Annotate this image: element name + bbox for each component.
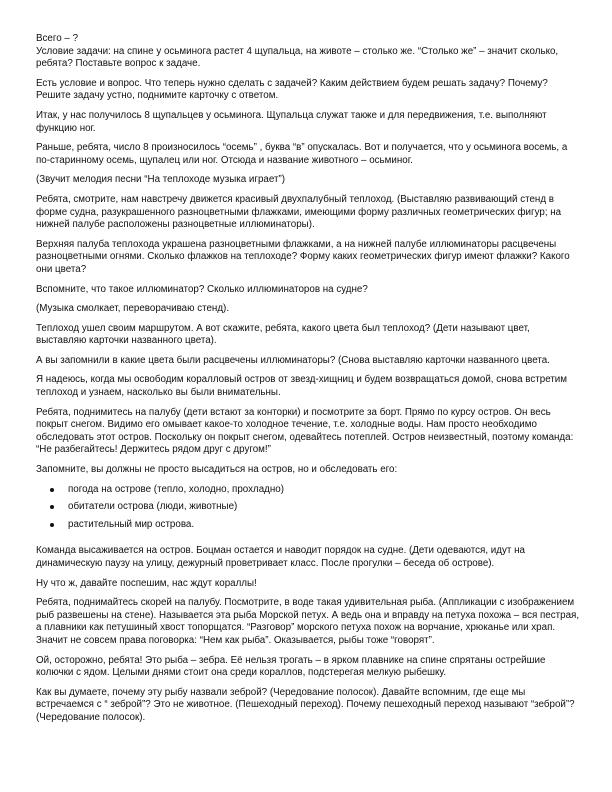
paragraph: Вспомните, что такое иллюминатор? Сколько иллюминаторов на судне? [36, 283, 368, 295]
paragraph: Ребята, поднимайтесь скорей на палубу. Посмотрите, в воде такая удивительная рыба. (Аппликации с изображением рыб развешены на стене). Называется эта рыба Морской петух. А ведь она и вправду на петуха похожа – вся пестрая, а плавники как петушиный хвост топорщатся. “Разговор” морского петуха похож на ворчание, хрюканье или храп. Значит не совсем права поговорка: “Нем как рыба”. Оказывается, рыбы тоже “говорят”. [36, 597, 580, 646]
document-page [36, 33, 582, 732]
paragraph: Теплоход ушел своим маршрутом. А вот скажите, ребята, какого цвета был теплоход? (Дети называют цвет, выставляю карточки названного цвета). [36, 322, 530, 347]
paragraph: Есть условие и вопрос. Что теперь нужно сделать с задачей? Каким действием будем решать задачу? Почему? Решите задачу устно, поднимите карточку с ответом. [36, 77, 548, 102]
paragraph: Я надеюсь, когда мы освободим коралловый остров от звезд-хищниц и будем возвращаться домой, снова встретим теплоход и узнаем, насколько вы были внимательны. [36, 374, 568, 399]
list-item-text: растительный мир острова. [68, 518, 195, 530]
paragraph: (Музыка смолкает, переворачиваю стенд). [36, 303, 230, 315]
paragraph: А вы запомнили в какие цвета были расцвечены иллюминаторы? (Снова выставляю карточки названного цвета. [36, 354, 550, 366]
list-item [68, 501, 582, 514]
bullet-icon [50, 523, 54, 527]
paragraph: Всего – ? [36, 33, 79, 44]
paragraph: Условие задачи: на спине у осьминога растет 4 щупальца, на животе – столько же. “Столько же” – значит сколько, ребята? Поставьте вопрос к задаче. [36, 45, 559, 70]
paragraph: Итак, у нас получилось 8 щупальцев у осьминога. Щупальца служат также и для передвижения, т.е. выполняют функцию ног. [36, 109, 547, 134]
paragraph: Ребята, смотрите, нам навстречу движется красивый двухпалубный теплоход. (Выставляю развивающий стенд в форме судна, разукрашенного разноцветными флажками, имеющими форму различных геометрических фигур; на нижней палубе расположены разноцветные иллюминаторы). [36, 193, 562, 231]
bullet-icon [50, 488, 54, 492]
bullet-list [36, 484, 582, 532]
paragraph: Верхняя палуба теплохода украшена разноцветными флажками, а на нижней палубе иллюминаторы расцвечены разноцветными огнями. Сколько флажков на теплоходе? Форму каких геометрических фигур имеют флажки? Какого они цвета? [36, 238, 570, 275]
paragraph: Ой, осторожно, ребята! Это рыба – зебра. Её нельзя трогать – в ярком плавнике на спине спрятаны острейшие колючки с ядом. Целыми днями стоит она среди кораллов, подстерегая мелкую рыбешку. [36, 654, 546, 679]
paragraph: Ребята, поднимитесь на палубу (дети встают за конторки) и посмотрите за борт. Прямо по курсу остров. Он весь покрыт снегом. Видимо его омывает какое-то холодное течение, т.е. холодные воды. Нам просто необходимо обследовать этот остров. Поскольку он покрыт снегом, одевайтесь потеплей. Остров неизвестный, поэтому команда: “Не разбегайтесь! Держитесь рядом друг с другом!” [36, 406, 574, 456]
list-item-text: обитатели острова (люди, животные) [68, 501, 238, 513]
paragraph: Запомните, вы должны не просто высадиться на остров, но и обследовать его: [36, 464, 398, 476]
paragraph: (Звучит мелодия песни “На теплоходе музыка играет”) [36, 174, 285, 186]
list-item [68, 484, 582, 497]
paragraph: Ну что ж, давайте поспешим, нас ждут кораллы! [36, 577, 257, 589]
paragraph: Как вы думаете, почему эту рыбу назвали зеброй? (Чередование полосок). Давайте вспомним, где еще мы встречаемся с “ зеброй”? Это не животное. (Пешеходный переход). Почему пешеходный переход называют “зеброй”? (Чередование полосок). [36, 686, 575, 723]
paragraph: Команда высаживается на остров. Боцман остается и наводит порядок на судне. (Дети одеваются, идут на динамическую паузу на улицу, дежурный проветривает класс. После прогулки – беседа об острове). [36, 545, 525, 569]
bullet-icon [50, 505, 54, 509]
list-item-text: погода на острове (тепло, холодно, прохладно) [68, 483, 285, 495]
list-item [68, 519, 582, 532]
paragraph: Раньше, ребята, число 8 произносилось “осемь” , буква “в” опускалась. Вот и получается, что у осьминога восемь, а по-старинному осемь, щупалец или ног. Отсюда и название животного – осьминог. [36, 142, 568, 166]
